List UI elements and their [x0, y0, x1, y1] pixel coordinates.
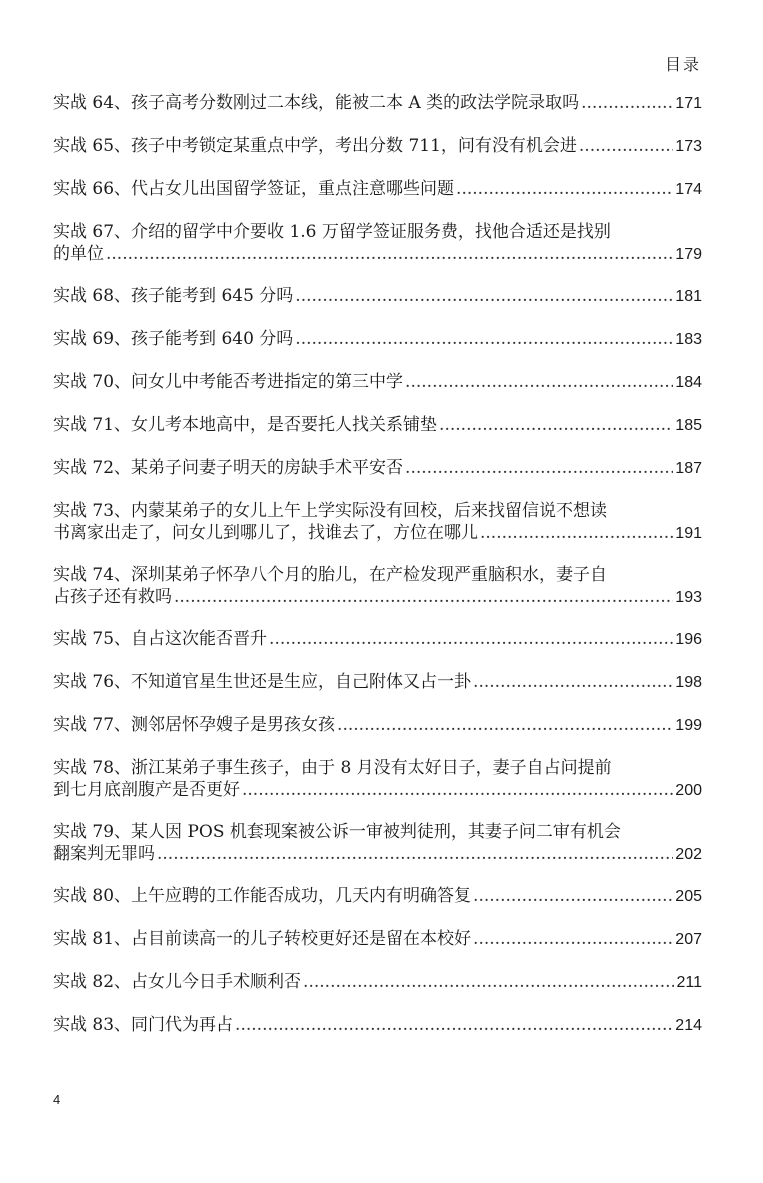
toc-entry-row	[53, 1014, 702, 1036]
dot-leader	[269, 628, 673, 650]
toc-entry[interactable]	[53, 671, 702, 693]
toc-entry-title-line: 实战 73、内蒙某弟子的女儿上午上学实际没有回校，后来找留信说不想读	[53, 501, 608, 521]
toc-entry-title-line: 占孩子还有救吗	[53, 587, 172, 607]
dot-leader	[480, 522, 673, 544]
dot-leader	[295, 285, 673, 307]
toc-entry[interactable]	[53, 885, 702, 907]
toc-entry[interactable]	[53, 285, 702, 307]
toc-entry-page-number: 198	[675, 674, 702, 691]
dot-leader	[456, 178, 673, 200]
toc-entry-title-line: 实战 71、女儿考本地高中，是否要托人找关系铺垫	[53, 415, 438, 435]
toc-entry-row	[53, 414, 702, 436]
dot-leader	[405, 371, 673, 393]
toc-entry-row	[53, 178, 702, 200]
dot-leader	[473, 671, 673, 693]
toc-entry-page-number: 193	[675, 589, 702, 606]
page-number: 4	[53, 1092, 61, 1107]
table-of-contents	[53, 92, 702, 1057]
toc-entry[interactable]	[53, 821, 702, 865]
toc-entry[interactable]	[53, 457, 702, 479]
toc-entry-page-number: 196	[675, 631, 702, 648]
dot-leader	[579, 135, 673, 157]
toc-entry-title-line: 实战 74、深圳某弟子怀孕八个月的胎儿，在产检发现严重脑积水，妻子自	[53, 565, 608, 585]
toc-entry-page-number: 207	[675, 931, 702, 948]
toc-entry[interactable]	[53, 178, 702, 200]
toc-entry[interactable]	[53, 1014, 702, 1036]
toc-entry-row	[53, 779, 702, 801]
toc-entry-title-line: 实战 81、占目前读高一的儿子转校更好还是留在本校好	[53, 929, 472, 949]
toc-entry-title-line: 实战 67、介绍的留学中介要收 1.6 万留学签证服务费，找他合适还是找别	[53, 222, 611, 242]
toc-entry-row	[53, 135, 702, 157]
toc-entry-row	[53, 971, 702, 993]
toc-entry-row	[53, 92, 702, 114]
toc-entry-row	[53, 628, 702, 650]
toc-entry-title-line: 实战 79、某人因 POS 机套现案被公诉一审被判徒刑，其妻子问二审有机会	[53, 822, 621, 842]
toc-entry-row	[53, 843, 702, 865]
toc-entry-title-line: 实战 68、孩子能考到 645 分吗	[53, 286, 294, 306]
toc-entry[interactable]	[53, 500, 702, 544]
toc-entry-title-line: 到七月底剖腹产是否更好	[53, 780, 240, 800]
toc-entry-page-number: 187	[675, 460, 702, 477]
dot-leader	[174, 586, 673, 608]
dot-leader	[581, 92, 673, 114]
toc-entry-row	[53, 243, 702, 265]
toc-entry[interactable]	[53, 221, 702, 265]
dot-leader	[106, 243, 673, 265]
toc-entry-title-line: 实战 70、问女儿中考能否考进指定的第三中学	[53, 372, 404, 392]
dot-leader	[473, 928, 673, 950]
toc-entry-title-line: 书离家出走了，问女儿到哪儿了，找谁去了，方位在哪儿	[53, 523, 478, 543]
dot-leader	[157, 843, 673, 865]
toc-entry-page-number: 173	[675, 138, 702, 155]
dot-leader	[405, 457, 673, 479]
toc-entry-page-number: 174	[675, 181, 702, 198]
dot-leader	[295, 328, 673, 350]
toc-entry[interactable]	[53, 328, 702, 350]
toc-entry-row	[53, 522, 702, 544]
toc-entry-row	[53, 885, 702, 907]
toc-entry-title-line: 实战 75、自占这次能否晋升	[53, 629, 268, 649]
toc-entry[interactable]	[53, 564, 702, 608]
toc-entry-title-line: 实战 64、孩子高考分数刚过二本线，能被二本 A 类的政法学院录取吗	[53, 93, 580, 113]
toc-entry-title-line: 实战 69、孩子能考到 640 分吗	[53, 329, 294, 349]
toc-entry[interactable]	[53, 414, 702, 436]
dot-leader	[242, 779, 673, 801]
dot-leader	[235, 1014, 673, 1036]
toc-entry[interactable]	[53, 971, 702, 993]
running-header: 目录	[664, 55, 701, 74]
toc-entry-page-number: 191	[675, 525, 702, 542]
toc-entry-page-number: 171	[675, 95, 702, 112]
toc-entry[interactable]	[53, 135, 702, 157]
toc-entry-page-number: 205	[675, 888, 702, 905]
toc-entry-title-line: 实战 65、孩子中考锁定某重点中学，考出分数 711，问有没有机会进	[53, 136, 577, 156]
toc-entry-row	[53, 285, 702, 307]
toc-entry-page-number: 179	[675, 246, 702, 263]
toc-entry-page-number: 181	[675, 288, 702, 305]
dot-leader	[439, 414, 673, 436]
toc-entry-page-number: 185	[675, 417, 702, 434]
toc-entry-page-number: 200	[675, 782, 702, 799]
toc-entry-row	[53, 457, 702, 479]
toc-entry-page-number: 211	[676, 974, 702, 991]
toc-entry-row	[53, 586, 702, 608]
toc-entry-page-number: 202	[675, 846, 702, 863]
toc-entry[interactable]	[53, 757, 702, 801]
dot-leader	[303, 971, 674, 993]
toc-entry[interactable]	[53, 371, 702, 393]
toc-entry-page-number: 184	[675, 374, 702, 391]
toc-entry-row	[53, 671, 702, 693]
toc-entry-row	[53, 928, 702, 950]
toc-entry-page-number: 199	[675, 717, 702, 734]
toc-entry-title-line: 实战 80、上午应聘的工作能否成功，几天内有明确答复	[53, 886, 472, 906]
toc-entry-title-line: 实战 78、浙江某弟子事生孩子，由于 8 月没有太好日子，妻子自占问提前	[53, 758, 612, 778]
toc-entry-row	[53, 328, 702, 350]
dot-leader	[337, 714, 673, 736]
toc-entry-title-line: 实战 76、不知道官星生世还是生应，自己附体又占一卦	[53, 672, 472, 692]
toc-entry-title-line: 实战 82、占女儿今日手术顺利否	[53, 972, 302, 992]
toc-entry[interactable]	[53, 92, 702, 114]
toc-entry[interactable]	[53, 928, 702, 950]
toc-entry-title-line: 的单位	[53, 244, 104, 264]
toc-entry-title-line: 实战 66、代占女儿出国留学签证，重点注意哪些问题	[53, 179, 455, 199]
toc-entry-title-line: 翻案判无罪吗	[53, 844, 155, 864]
toc-entry-page-number: 214	[675, 1017, 702, 1034]
toc-entry-title-line: 实战 83、同门代为再占	[53, 1015, 234, 1035]
dot-leader	[473, 885, 673, 907]
toc-entry-page-number: 183	[675, 331, 702, 348]
toc-entry-row	[53, 371, 702, 393]
toc-entry[interactable]	[53, 714, 702, 736]
toc-entry[interactable]	[53, 628, 702, 650]
toc-entry-row	[53, 714, 702, 736]
toc-entry-title-line: 实战 77、测邻居怀孕嫂子是男孩女孩	[53, 715, 336, 735]
toc-entry-title-line: 实战 72、某弟子问妻子明天的房缺手术平安否	[53, 458, 404, 478]
